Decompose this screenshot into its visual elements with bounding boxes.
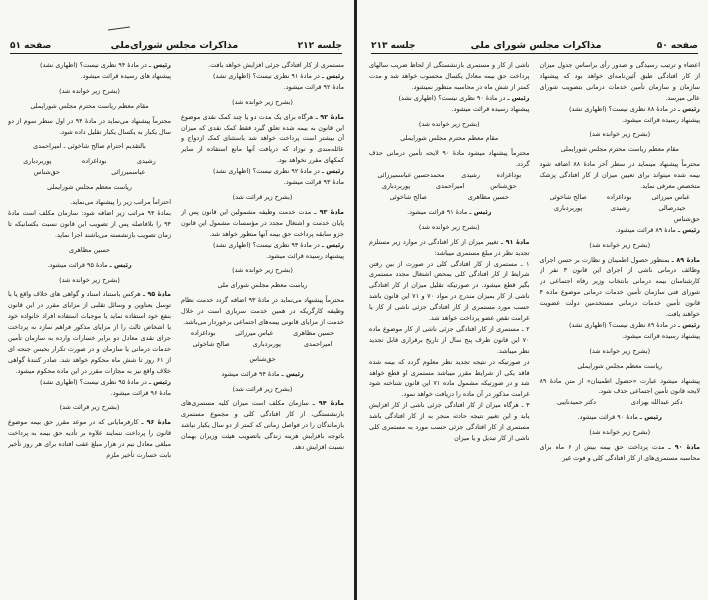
paragraph: مادهٔ ۹۳ ـ مدت خدمت وظیفه مشمولین این قانون پس از پایان خدمت و اشتغال مجدد در مؤسسات مشمول این قانون جزو سابقه پرداخت حق بیمه آنها منظور خواهد شد. bbox=[181, 207, 344, 238]
right-page-right-column bbox=[540, 60, 701, 580]
paragraph: محترماً پیشنهاد مینماید در سطر آخر مادهٔ ۸۸ اضافه شود بیمه شده میتواند برای تعیین میزان از کار افتادگی پزشک متخصص معرفی نماید. bbox=[539, 160, 700, 191]
paragraph: مادهٔ ۹۶ ـ کارفرمایانی که در موعد مقرر حق بیمه موضوع قانون را پرداخت ننمایند علاوه بر تأدیه حق بیمه به پرداخت مبلغی معادل نیم در هزار مبلغ عقب افتاده برای هر روز تأخیر بابت خسارت تأخیر ملزم bbox=[8, 418, 171, 460]
signatory-name: پوربردباری bbox=[23, 157, 52, 166]
centered-line: (بشرح زیر قرائت شد) bbox=[232, 192, 293, 201]
session-number: جلسه ۲۱۳ bbox=[371, 41, 416, 51]
paragraph: رئیس ـ در مادهٔ ۸۹ نظری نیست؟ (اظهاری نشد) bbox=[568, 320, 700, 329]
centered-line: رئیس ـ مادهٔ ۹۴ قرائت میشود bbox=[221, 369, 304, 378]
centered-line: (بشرح زیر خوانده شد) bbox=[232, 266, 293, 275]
centered-line: حق‌شناس bbox=[249, 354, 276, 363]
speaker-or-article-label: مادهٔ ۹۲ ـ bbox=[315, 112, 344, 121]
signatory-name: امیراحمدی bbox=[435, 182, 465, 191]
paragraph: رئیس ـ در مادهٔ ۹۵ نظری نیست؟ (اظهاری نشد) bbox=[39, 377, 171, 386]
paragraph: رئیس ـ در مادهٔ ۸۸ نظری نیست؟ (اظهاری نشد) bbox=[568, 104, 700, 113]
signatory-name: امیراحمدی bbox=[304, 339, 333, 348]
signatory-name: پوربردباری bbox=[553, 203, 583, 212]
speaker-or-article-label: رئیس ـ bbox=[507, 93, 530, 102]
signatories bbox=[369, 192, 530, 203]
paragraph: مستمری از کار افتادگی جزئی افزایش خواهد یافت. bbox=[208, 61, 344, 69]
speaker-or-article-label: رئیس ـ bbox=[321, 167, 344, 176]
paragraph: مادهٔ ۹۱ ـ تغییر میزان از کار افتادگی در موارد زیر مستلزم تجدید نظر در مبلغ مستمری میباشد: bbox=[369, 237, 530, 257]
centered-line: ریاست معظم مجلس شورایملی bbox=[47, 183, 132, 192]
signatory-name: بوداغزاده bbox=[190, 328, 216, 337]
centered-line: (بشرح زیر خوانده شد) bbox=[232, 97, 293, 106]
centered-line: رئیس ـ مادهٔ ۹۱ قرائت میشود. bbox=[407, 207, 492, 216]
signatory-name: بوداغزاده bbox=[496, 171, 522, 180]
centered-line: (بشرح زیر قرائت شد) bbox=[59, 403, 120, 412]
centered-line: (بشرح زیر قرائت شد) bbox=[232, 384, 293, 393]
centered-line: (بشرح زیر خوانده شد) bbox=[418, 119, 480, 128]
signatory-name: حق‌شناس bbox=[490, 182, 517, 191]
speaker-or-article-label: مادهٔ ۹۳ ـ bbox=[314, 207, 344, 216]
paragraph: حق‌شناس bbox=[673, 214, 700, 223]
paragraph: پیشنهاد رسیده قرائت میشود. bbox=[622, 115, 700, 124]
signatories bbox=[540, 203, 701, 214]
centered-line: حسین مظاهری bbox=[69, 245, 110, 254]
centered-line: رئیس ـ مادهٔ ۹۰ قرائت میشود. bbox=[577, 413, 662, 422]
signatories bbox=[540, 192, 701, 203]
publication-title: مذاکرات مجلس شورای‌ملی bbox=[110, 40, 239, 51]
centered-line: (بشرح زیر خوانده شد) bbox=[418, 222, 480, 231]
signatory-name: حسین مظاهری bbox=[293, 328, 335, 337]
paragraph: مادهٔ ۹۴ ـ سازمان مکلف است میزان کلیه مستمری‌های بازنشستگی، از کار افتادگی کلی و مجموع مستمری بازماندگان را در فواصل زمانی که کمتر از دو سال یکبار نباشد باتوجه بافزایش هزینه زندگی باتصویب هیئت وزیران بهمان نسبت افزایش دهد. bbox=[181, 399, 344, 452]
speaker-or-article-label: رئیس ـ bbox=[321, 240, 344, 249]
signatories bbox=[181, 339, 344, 350]
centered-line: رئیس ـ مادهٔ ۹۵ قرائت میشود. bbox=[47, 260, 132, 269]
signatory-name: عباس میرزائی bbox=[651, 192, 690, 201]
centered-line: مقام معظم ریاست محترم مجلس شورایملی bbox=[30, 101, 149, 110]
signatory-name: صالح شاخوئی bbox=[549, 192, 587, 201]
paragraph: رئیس ـ در مادهٔ ۹۱ نظری نیست؟ (اظهاری نشد) bbox=[212, 71, 344, 80]
signatory-name: بوداغزاده bbox=[81, 157, 107, 166]
speaker-or-article-label: مادهٔ ۹۱ ـ bbox=[500, 237, 530, 246]
signatory-name: بوداغزاده bbox=[606, 192, 632, 201]
left-page-left-column bbox=[8, 60, 171, 580]
paragraph: مادهٔ ۹۵ ـ هرکس باستناد اسناد و گواهی های خلاف واقع یا با توسل بعناوین و وسائل تقلبی از مزایای مقرر در این قانون بنفع خود استفاده نماید یا موجبات استفاده افراد خانواده خود یا اشخاص ثالث را از مزایای مذکور فراهم سازد به پرداخت جزای نقدی معادل دو برابر خسارات وارده به سازمان تأمین خدمات درمانی یا سازمان و در صورت تکرار بحبس جنحه ای از ۶۱ روز تا شش ماه محکوم خواهد شد. صادر کنندهٔ گواهی خلاف واقع نیز به مجازات مقرر در این ماده محکوم میشود. bbox=[8, 290, 171, 375]
speaker-or-article-label: رئیس ـ bbox=[148, 377, 171, 386]
signatories bbox=[369, 181, 530, 192]
centered-line: مقام معظم ریاست محترم مجلس شورایملی bbox=[560, 145, 679, 154]
paragraph: پیشنهاد رسیده قرائت میشود. bbox=[266, 251, 344, 260]
speaker-or-article-label: رئیس ـ bbox=[321, 71, 344, 80]
paragraph: محترماً پیشنهاد میشود مادهٔ ۹۰ لایحه تأمین درمانی حذف گردد. bbox=[369, 149, 530, 169]
speaker-or-article-label: رئیس ـ bbox=[109, 260, 132, 269]
session-number: جلسه ۲۱۲ bbox=[297, 41, 342, 51]
paragraph: رئیس ـ در مادهٔ ۹۳ نظری نیست؟ (اظهاری نشد) bbox=[212, 240, 344, 249]
paragraph: محترماً پیشنهاد می‌نماید در مادهٔ ۹۴ در اول سطر سوم از دو سال یکبار به یکسال یکبار تقلیل داده شود. bbox=[8, 116, 171, 136]
paragraph: مادهٔ ۹۰ ـ مدت پرداخت حق بیمه بیش از ۶ ماه برای محاسبه مستمری‌های از کار افتادگی کلی و فوت غیر bbox=[539, 443, 700, 462]
signatories bbox=[8, 167, 171, 178]
paragraph: پیشنهاد میشود عبارت «حصول اطمینان» از متن مادهٔ ۸۹ لایحه قانون تأمین اجتماعی حذف شود. bbox=[539, 376, 700, 396]
speaker-or-article-label: مادهٔ ۹۵ ـ bbox=[142, 290, 171, 299]
paragraph: ۳ ـ هرگاه میزان از کار افتادگی جزئی ناشی از کار افزایش یابد و این تغییر نتیجه حادثه منجر به از کار افتادگی باشد مستمری از کار افتادگی جزئی حسب مورد به مستمری کلی ناشی از کار تبدیل و یا میزان bbox=[369, 401, 530, 442]
speaker-or-article-label: رئیس ـ bbox=[281, 369, 304, 378]
signatory-name: حسین مظاهری bbox=[467, 192, 509, 201]
signatory-name: عباس میرزائی bbox=[235, 328, 274, 337]
signatory-name: حیدرصالی bbox=[658, 203, 686, 212]
centered-line: (بشرح زیر خوانده شد) bbox=[59, 86, 120, 95]
paragraph: مادهٔ ۹۲ قرائت میشود. bbox=[283, 82, 344, 91]
paragraph: بمادهٔ ۹۴ مراتب زیر اضافه شود: سازمان مکلف است مادهٔ ۹۴ را بلافاصله پس از تصویب این قانون نسبت بکسانیکه تا زمان تصویب بازنشسته می‌باشند اجرا نماید. bbox=[8, 208, 171, 239]
page-number: صفحه ۵۰ bbox=[656, 41, 698, 51]
paragraph: پیشنهاد رسیده قرائت میشود. bbox=[622, 331, 700, 340]
signatory-name: رشیدی bbox=[137, 157, 156, 166]
speaker-or-article-label: رئیس ـ bbox=[639, 413, 662, 422]
signatory-name: پوربردباری bbox=[252, 339, 281, 348]
paragraph: مادهٔ ۹۶ قرائت میشود. bbox=[110, 388, 171, 397]
paragraph: در صورتیکه در نتیجه تجدید نظر معلوم گردد که بیمه شده فاقد یکی از شرایط مقرر میباشد مستمری او قطع خواهد شد و در صورتیکه مشمول ماده ۷۱ این قانون شناخته شود غرامت مذکور در آن ماده را دریافت خواهد نمود. bbox=[369, 357, 530, 399]
page-number: صفحه ۵۱ bbox=[10, 41, 52, 51]
centered-line: (بشرح زیر خوانده شد) bbox=[589, 346, 651, 355]
left-page-right-column bbox=[181, 60, 344, 580]
speaker-or-article-label: رئیس ـ bbox=[677, 320, 700, 329]
right-page bbox=[354, 0, 708, 600]
signatory-name: صالح شاخوئی bbox=[192, 339, 230, 348]
signatory-name: رشیدی bbox=[461, 171, 480, 180]
right-page-header bbox=[371, 40, 698, 54]
paragraph: مادهٔ ۹۳ قرائت میشود. bbox=[283, 178, 344, 187]
paragraph: رئیس ـ در مادهٔ ۹۴ نظری نیست؟ (اظهاری نشد) bbox=[39, 61, 171, 69]
centered-line: (بشرح زیر خوانده شد) bbox=[589, 428, 651, 437]
paragraph: مادهٔ ۹۲ ـ هرگاه برای یک مدت دو یا چند کمک نقدی موضوع این قانون به بیمه شده تعلق گیرد فقط کمک نقدی که میزان آن بیشتر است پرداخت خواهد شد باستثنای کمک ازدواج و عائله‌مندی و نوزاد که دریافت آنها مانع استفاده از سایر کمکهای مقرر نخواهد بود. bbox=[181, 112, 344, 165]
centered-line: ریاست معظم مجلس شورای ملی bbox=[217, 281, 308, 290]
speaker-or-article-label: رئیس ـ bbox=[677, 225, 700, 234]
centered-line: مقام معظم محترم مجلس شورایملی bbox=[400, 134, 499, 143]
scan-mark bbox=[108, 26, 130, 30]
centered-line: بالتقدیم احترام صالح شاخوئی ـ امیراحمدی bbox=[33, 142, 146, 151]
signatory-name: محمدحسین عباسمیرزائی bbox=[377, 171, 445, 180]
speaker-or-article-label: مادهٔ ۹۶ ـ bbox=[141, 418, 171, 427]
signatory-name: رشیدی bbox=[610, 203, 630, 212]
paragraph: محترماً پیشنهاد می‌نماید در مادهٔ ۹۳ اضافه گردد خدمت نظام وظیفه کارگریکه در همین خدمت سربازی است در خلال خدمت از مزایای قانونی بیمه‌های اجتماعی برخوردار می‌باشد. bbox=[181, 296, 344, 327]
speaker-or-article-label: مادهٔ ۹۴ ـ bbox=[312, 399, 344, 408]
centered-line: (بشرح زیر خوانده شد) bbox=[589, 240, 651, 249]
signatories bbox=[540, 397, 701, 408]
paragraph: مادهٔ ۸۹ ـ بمنظور حصول اطمینان و نظارت بر حسن اجرای وظائف درمانی ناشی از اجرای این قانون ۳ نفر از کارشناسان بیمه درمانی بانتخاب وزیر رفاه اجتماعی در شورای فنی سازمان تأمین خدمات درمانی موضوع ماده ۴ قانون تأمین خدمات درمانی مستخدمین دولت عضویت خواهند یافت. bbox=[539, 255, 700, 319]
signatory-name: حق‌شناس bbox=[33, 168, 60, 177]
centered-line: (بشرح زیر خوانده شد) bbox=[59, 275, 120, 284]
speaker-or-article-label: رئیس ـ bbox=[677, 104, 700, 113]
paragraph: پیشنهاد رسیده قرائت میشود. bbox=[451, 104, 530, 113]
speaker-or-article-label: مادهٔ ۸۹ ـ bbox=[671, 255, 700, 264]
signatory-name: پوربردباری bbox=[381, 182, 411, 191]
paragraph: رئیس ـ در مادهٔ ۹۲ نظری نیست؟ (اظهاری نشد) bbox=[212, 167, 344, 176]
speaker-or-article-label: رئیس ـ bbox=[148, 61, 171, 69]
centered-line: ریاست معظم مجلس شورایملی bbox=[577, 361, 663, 370]
right-page-left-column bbox=[369, 60, 530, 580]
signatory-name: صالح شاخوئی bbox=[389, 192, 427, 201]
paragraph: ناشی از کار و مستمری بازنشستگی از لحاظ ضریب سالهای پرداخت حق بیمه معادل یکسال محسوب خواهد شد و مدت کمتر از شش ماه در محاسبه منظور نمیشود. bbox=[369, 61, 530, 91]
signatories bbox=[369, 170, 530, 181]
paragraph: رئیس ـ در مادهٔ ۹۰ نظری نیست؟ (اظهاری نشد) bbox=[398, 93, 530, 102]
left-page-header bbox=[10, 40, 342, 54]
paragraph: پیشنهاد های رسیده قرائت میشود. bbox=[80, 71, 171, 80]
signatories bbox=[8, 156, 171, 167]
centered-line: (بشرح زیر خوانده شد) bbox=[589, 130, 651, 139]
paragraph: احتراماً مراتب زیر را پیشنهاد می‌نماید. bbox=[70, 198, 171, 207]
publication-title: مذاکرات مجلس شورای ملی bbox=[470, 40, 602, 51]
paragraph: ۱ ـ مستمری از کار افتادگی کلی در صورت از بین رفتن شرایط از کار افتادگی کلی بمحض اشتغال مجدد مستمری بگیر قطع میشود. در صورتیکه تقلیل میزان از کار افتادگی ناشی از کار بمیزان مندرج در مواد ۷۰ و ۷۱ این قانون باشد حسب مورد مستمری از کار افتادگی جزئی ناشی از کار یا غرامت نقص عضو پرداخت خواهد شد. bbox=[369, 259, 530, 323]
speaker-or-article-label: رئیس ـ bbox=[469, 207, 492, 216]
paragraph: اعضاء و ترتیب رسیدگی و صدور رأی براساس جدول میزان از کار افتادگی طبق آئین‌نامه‌ای خواهد بود که پیشنهاد سازمان و سازمان تأمین خدمات درمانی بتصویب شورای عالی میرسد. bbox=[539, 61, 700, 102]
signatory-name: عباسمیرزائی bbox=[111, 168, 146, 177]
signatories bbox=[181, 328, 344, 339]
speaker-or-article-label: مادهٔ ۹۰ ـ bbox=[668, 443, 700, 452]
signatory-name: دکتر حمیدنایبی bbox=[556, 398, 597, 407]
paragraph: ۲ ـ مستمری از کار افتادگی جزئی ناشی از کار موضوع ماده ۷۰ این قانون ظرف پنج سال از تاریخ برقراری قابل تجدید نظر میباشد. bbox=[369, 324, 530, 355]
signatory-name: دکتر عبدالله بهزادی bbox=[630, 398, 683, 407]
paragraph: رئیس ـ مادهٔ ۸۹ قرائت میشود. bbox=[615, 225, 700, 234]
